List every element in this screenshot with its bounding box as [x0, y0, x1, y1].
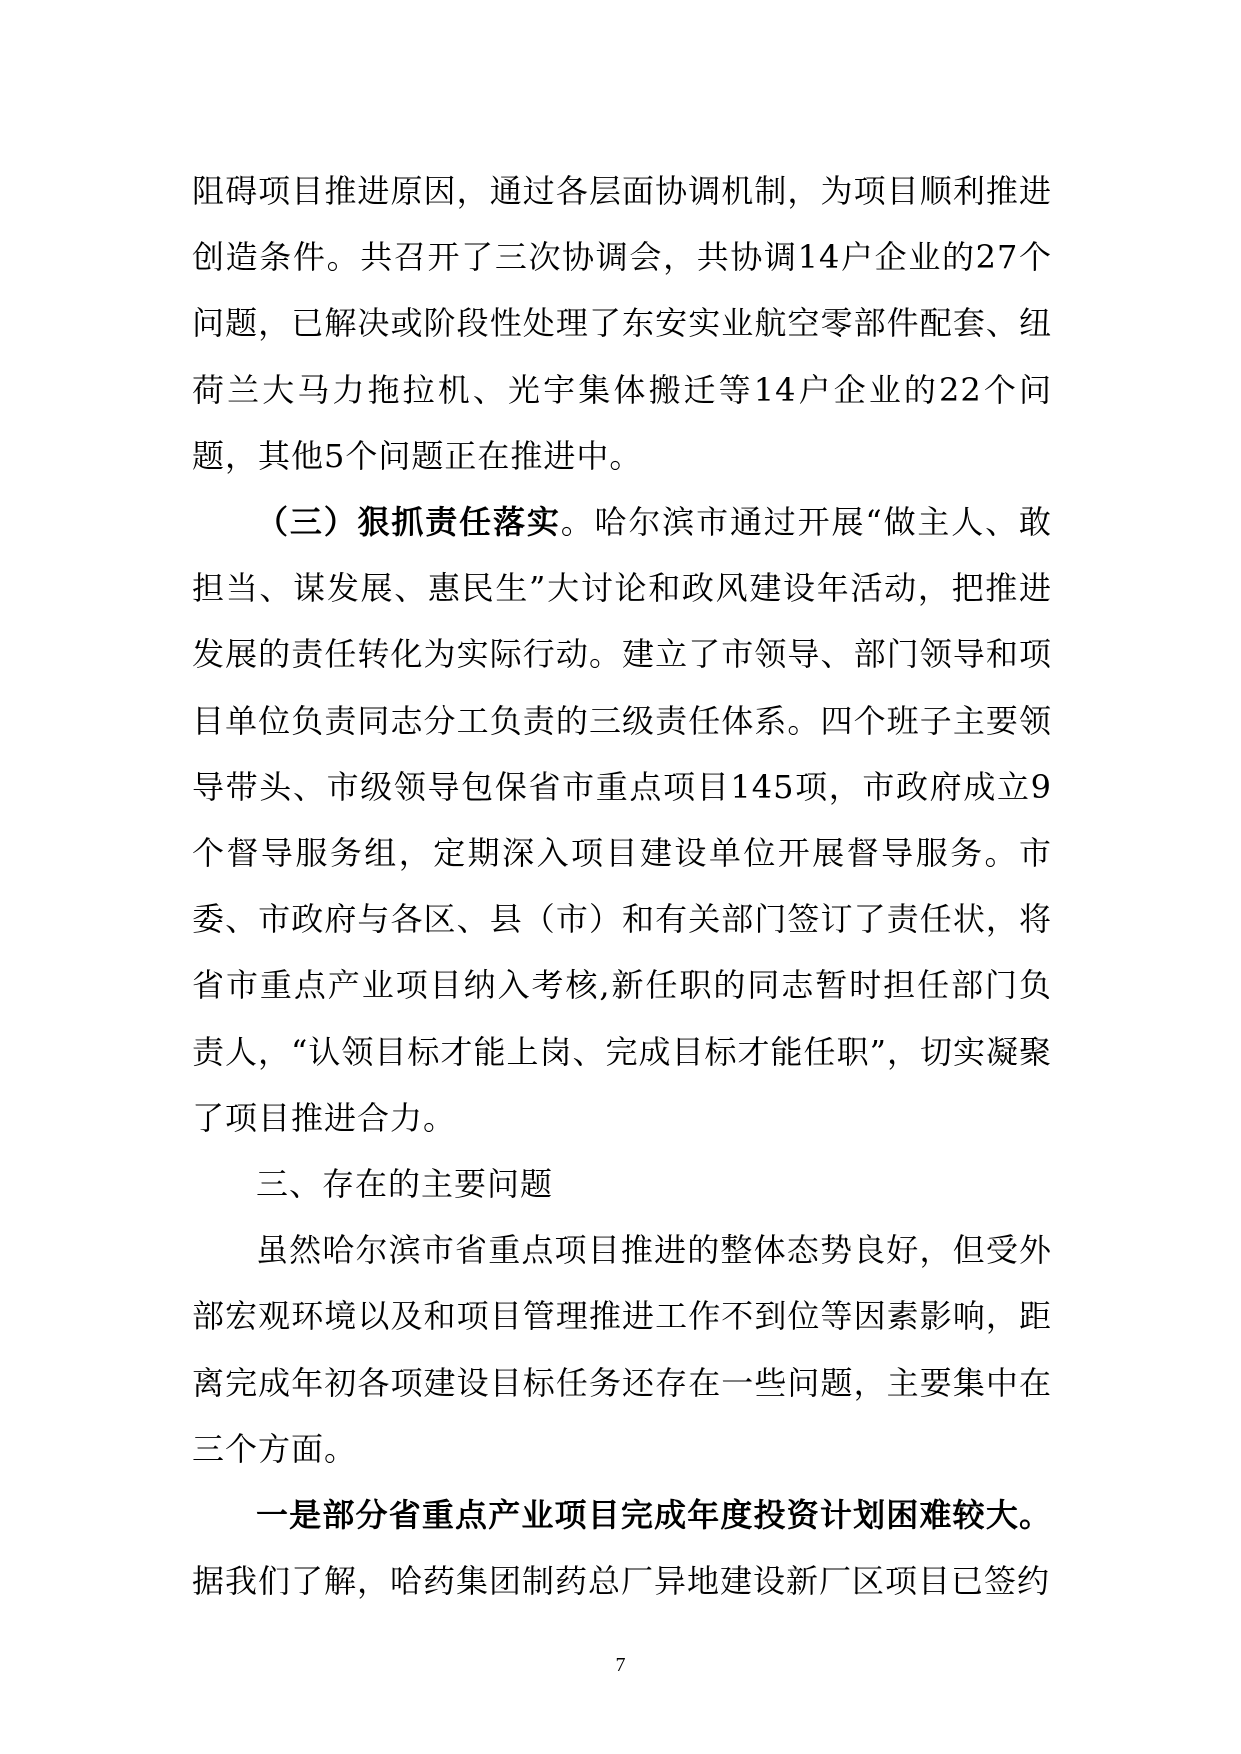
paragraph-coordination — [192, 158, 1052, 489]
paragraph-problems-intro — [192, 1217, 1052, 1482]
body-text — [192, 158, 1052, 1614]
section-heading-text: 三、存在的主要问题 — [256, 1165, 554, 1204]
paragraph-text: 据我们了解，哈药集团制药总厂异地建设新厂区项目已签约 — [192, 1562, 1051, 1601]
section-heading — [192, 1151, 1052, 1217]
paragraph-problem-one — [192, 1482, 1052, 1614]
page-number: 7 — [615, 1654, 626, 1676]
section-lead-three: （三）狠抓责任落实 — [256, 503, 561, 542]
paragraph-text: 阻碍项目推进原因，通过各层面协调机制，为项目顺利推进创造条件。共召开了三次协调会，共协调14户企业的27个问题，已解决或阶段性处理了东安实业航空零部件配套、纽荷兰大马力拖拉机、光宇集体搬迁等14户企业的22个问题，其他5个问题正在推进中。 — [192, 172, 1052, 475]
paragraph-text: 虽然哈尔滨市省重点项目推进的整体态势良好，但受外部宏观环境以及和项目管理推进工作不到位等因素影响，距离完成年初各项建设目标任务还存在一些问题，主要集中在三个方面。 — [192, 1231, 1052, 1468]
paragraph-responsibility — [192, 489, 1052, 1151]
problem-one-lead: 一是部分省重点产业项目完成年度投资计划困难较大。 — [256, 1496, 1052, 1535]
paragraph-text: 。哈尔滨市通过开展“做主人、敢担当、谋发展、惠民生”大讨论和政风建设年活动，把推进发展的责任转化为实际行动。建立了市领导、部门领导和项目单位负责同志分工负责的三级责任体系。四个班子主要领导带头、市级领导包保省市重点项目145项，市政府成立9个督导服务组，定期深入项目建设单位开展督导服务。市委、市政府与各区、县（市）和有关部门签订了责任状，将省市重点产业项目纳入考核,新任职的同志暂时担任部门负责人，“认领目标才能上岗、完成目标才能任职”，切实凝聚了项目推进合力。 — [192, 503, 1052, 1137]
